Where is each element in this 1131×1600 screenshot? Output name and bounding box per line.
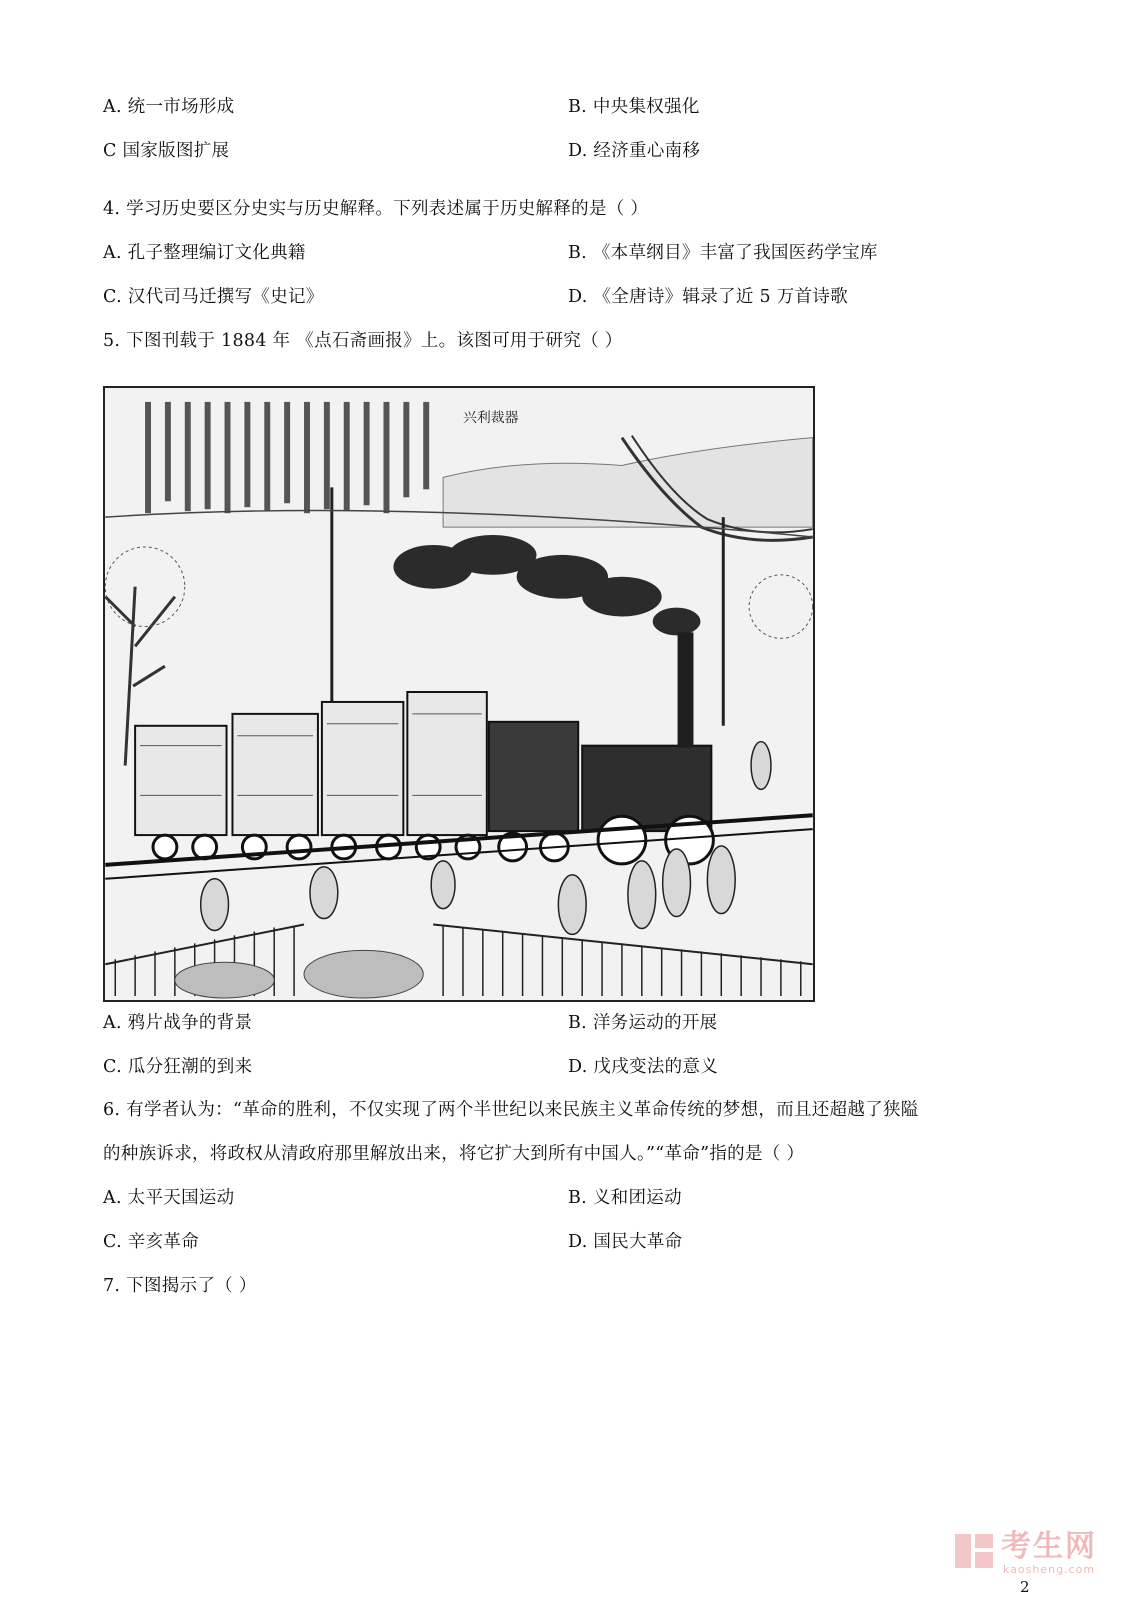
page-number: 2: [1020, 1578, 1030, 1596]
railway-engraving: [105, 388, 813, 1000]
watermark-logo-icon: [953, 1530, 995, 1572]
q5-option-d: D. 戊戌变法的意义: [568, 1057, 719, 1077]
q4-option-b: B. 《本草纲目》丰富了我国医药学宝库: [568, 243, 878, 263]
q4-option-c: C. 汉代司马迁撰写《史记》: [103, 287, 324, 307]
q6-option-c: C. 辛亥革命: [103, 1232, 199, 1252]
q6-option-a: A. 太平天国运动: [103, 1188, 235, 1208]
q6-stem-line1: 6. 有学者认为：“革命的胜利，不仅实现了两个半世纪以来民族主义革命传统的梦想，而且还超越了狭隘: [103, 1100, 919, 1120]
q6-option-d: D. 国民大革命: [568, 1232, 683, 1252]
figure-title: 兴利裁器: [462, 409, 519, 426]
q4-option-a: A. 孔子整理编订文化典籍: [103, 243, 306, 263]
q5-stem: 5. 下图刊载于 1884 年 《点石斋画报》上。该图可用于研究（ ）: [103, 331, 623, 351]
q5-option-b: B. 洋务运动的开展: [568, 1013, 718, 1033]
q6-option-b: B. 义和团运动: [568, 1188, 682, 1208]
q3-option-b: B. 中央集权强化: [568, 97, 700, 117]
q3-option-c: C 国家版图扩展: [103, 141, 230, 161]
q7-stem: 7. 下图揭示了（ ）: [103, 1276, 257, 1296]
watermark-text: 考生网: [1001, 1529, 1097, 1564]
q5-illustration-railway: [103, 386, 815, 1002]
q4-option-d: D. 《全唐诗》辑录了近 5 万首诗歌: [568, 287, 848, 307]
q3-option-a: A. 统一市场形成: [103, 97, 235, 117]
q6-stem-line2: 的种族诉求，将政权从清政府那里解放出来，将它扩大到所有中国人。”“革命”指的是（ ）: [103, 1144, 805, 1164]
watermark: [953, 1530, 1113, 1576]
watermark-url: kaosheng.com: [1003, 1563, 1096, 1576]
q4-stem: 4. 学习历史要区分史实与历史解释。下列表述属于历史解释的是（ ）: [103, 199, 649, 219]
q3-option-d: D. 经济重心南移: [568, 141, 701, 161]
q5-option-c: C. 瓜分狂潮的到来: [103, 1057, 253, 1077]
q5-option-a: A. 鸦片战争的背景: [103, 1013, 253, 1033]
